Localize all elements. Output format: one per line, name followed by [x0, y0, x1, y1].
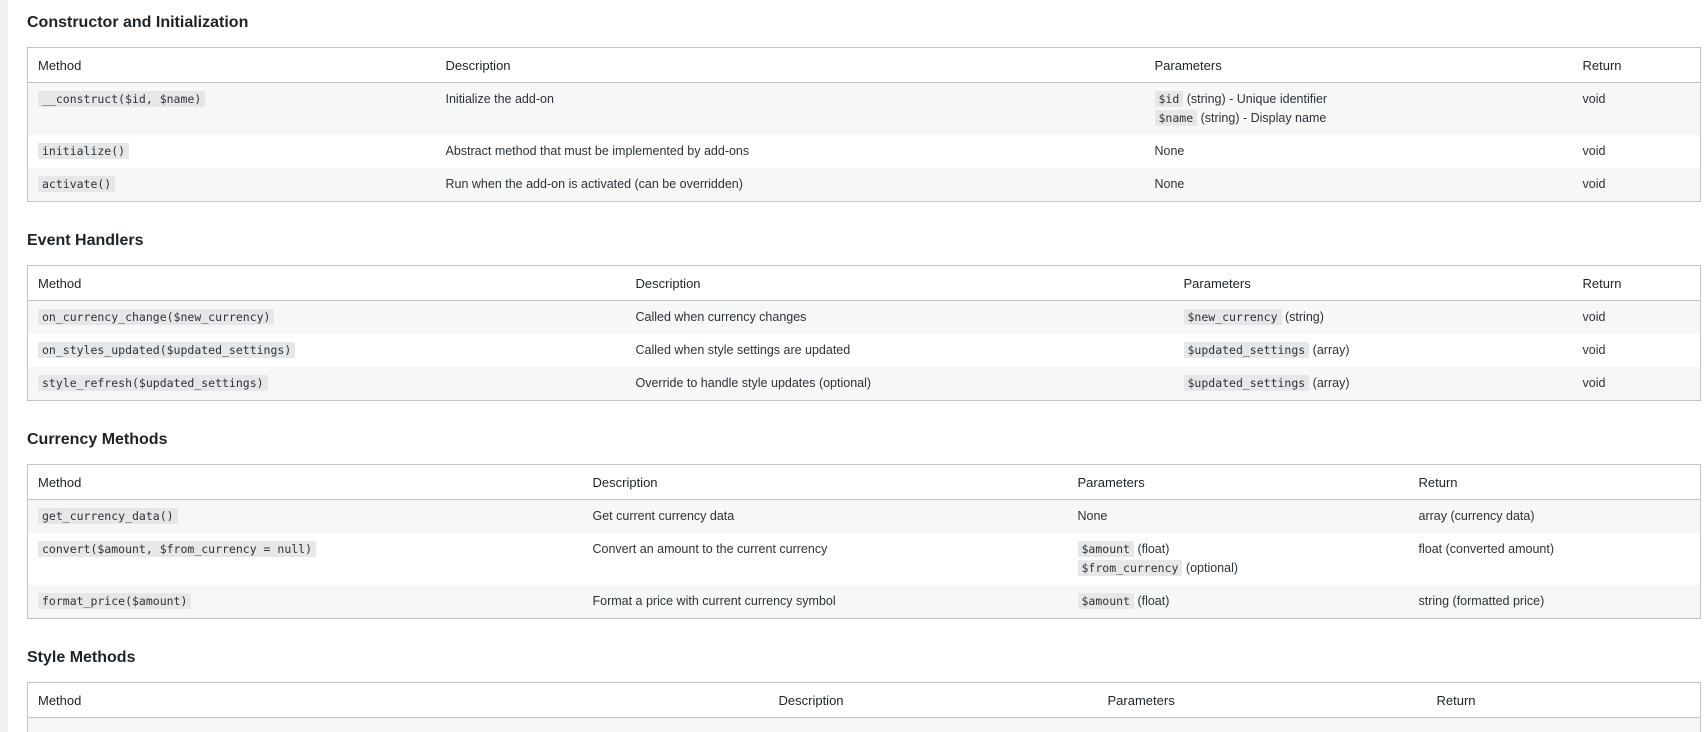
table-header-row	[28, 683, 1701, 718]
section-currency-methods	[27, 430, 1700, 619]
param-text: (string) - Unique identifier	[1183, 92, 1328, 106]
column-header-description: Description	[583, 465, 1068, 500]
method-cell	[28, 367, 626, 401]
column-header-method: Method	[28, 683, 769, 718]
return-cell: void	[1573, 135, 1701, 168]
column-header-parameters: Parameters	[1068, 465, 1409, 500]
section-title: Currency Methods	[27, 431, 168, 448]
param-text: (array)	[1309, 376, 1350, 390]
return-cell: void	[1573, 301, 1701, 335]
column-header-return: Return	[1573, 266, 1701, 301]
column-header-return: Return	[1573, 48, 1701, 83]
param-code: $amount	[1078, 541, 1134, 557]
return-cell: void	[1573, 334, 1701, 367]
method-cell	[28, 718, 769, 732]
param-text: (string)	[1281, 310, 1324, 324]
method-code: get_currency_data()	[38, 508, 178, 524]
method-code: style_refresh($updated_settings)	[38, 375, 268, 391]
param-text: (string) - Display name	[1197, 111, 1327, 125]
method-cell	[28, 585, 583, 619]
parameters-cell	[1068, 533, 1409, 585]
methods-table	[27, 47, 1701, 202]
method-code: __construct($id, $name)	[38, 91, 205, 107]
table-row	[28, 718, 1701, 732]
return-cell: void	[1573, 367, 1701, 401]
method-cell	[28, 533, 583, 585]
description-cell: Override to handle style updates (optional)	[626, 367, 1174, 401]
table-header-row	[28, 48, 1701, 83]
column-header-parameters: Parameters	[1174, 266, 1573, 301]
parameters-cell: None	[1145, 135, 1573, 168]
param-line	[1078, 559, 1399, 578]
column-header-return: Return	[1427, 683, 1701, 718]
description-cell: Format a price with current currency symbol	[583, 585, 1068, 619]
parameters-cell	[1145, 83, 1573, 136]
description-cell	[769, 718, 1098, 732]
table-row	[28, 135, 1701, 168]
parameters-cell	[1174, 301, 1573, 335]
table-row	[28, 83, 1701, 136]
methods-table	[27, 682, 1701, 732]
method-code: initialize()	[38, 143, 129, 159]
param-text: (array)	[1309, 343, 1350, 357]
column-header-parameters: Parameters	[1145, 48, 1573, 83]
param-code: $updated_settings	[1184, 342, 1310, 358]
param-line	[1155, 109, 1563, 128]
method-cell	[28, 334, 626, 367]
column-header-method: Method	[28, 48, 436, 83]
column-header-return: Return	[1409, 465, 1701, 500]
param-line	[1078, 540, 1399, 559]
section-title: Event Handlers	[27, 232, 144, 249]
description-cell: Convert an amount to the current currency	[583, 533, 1068, 585]
param-code: $new_currency	[1184, 309, 1282, 325]
parameters-cell	[1098, 718, 1427, 732]
table-header-row	[28, 465, 1701, 500]
table-row	[28, 301, 1701, 335]
param-code: $amount	[1078, 593, 1134, 609]
parameters-cell	[1068, 585, 1409, 619]
param-line	[1155, 90, 1563, 109]
section-title: Style Methods	[27, 649, 136, 666]
param-code: $name	[1155, 110, 1198, 126]
description-cell: Run when the add-on is activated (can be overridden)	[436, 168, 1145, 202]
return-cell: void	[1573, 168, 1701, 202]
table-row	[28, 500, 1701, 534]
methods-table	[27, 464, 1701, 619]
description-cell: Called when currency changes	[626, 301, 1174, 335]
column-header-description: Description	[436, 48, 1145, 83]
description-cell: Initialize the add-on	[436, 83, 1145, 136]
return-cell: array (currency data)	[1409, 500, 1701, 534]
param-code: $from_currency	[1078, 560, 1183, 576]
method-cell	[28, 135, 436, 168]
column-header-parameters: Parameters	[1098, 683, 1427, 718]
method-cell	[28, 500, 583, 534]
methods-table	[27, 265, 1701, 401]
table-row	[28, 533, 1701, 585]
description-cell: Abstract method that must be implemented by add-ons	[436, 135, 1145, 168]
description-cell: Called when style settings are updated	[626, 334, 1174, 367]
param-text: (float)	[1133, 594, 1170, 608]
table-header-row	[28, 266, 1701, 301]
method-code: on_currency_change($new_currency)	[38, 309, 274, 325]
description-cell: Get current currency data	[583, 500, 1068, 534]
section-event-handlers	[27, 231, 1700, 401]
return-cell: string (formatted price)	[1409, 585, 1701, 619]
param-code: $updated_settings	[1184, 375, 1310, 391]
column-header-method: Method	[28, 465, 583, 500]
section-constructor	[27, 13, 1700, 202]
return-cell: void	[1573, 83, 1701, 136]
parameters-cell: None	[1068, 500, 1409, 534]
param-text: (optional)	[1182, 561, 1239, 575]
method-cell	[28, 301, 626, 335]
method-code: convert($amount, $from_currency = null)	[38, 541, 316, 557]
method-code: activate()	[38, 176, 115, 192]
parameters-cell	[1174, 367, 1573, 401]
return-cell	[1427, 718, 1701, 732]
method-code: on_styles_updated($updated_settings)	[38, 342, 295, 358]
method-cell	[28, 83, 436, 136]
section-style-methods	[27, 648, 1700, 732]
table-row	[28, 367, 1701, 401]
return-cell: float (converted amount)	[1409, 533, 1701, 585]
param-text: (float)	[1133, 542, 1170, 556]
parameters-cell	[1174, 334, 1573, 367]
param-code: $id	[1155, 91, 1184, 107]
method-cell	[28, 168, 436, 202]
table-row	[28, 168, 1701, 202]
table-row	[28, 585, 1701, 619]
section-title: Constructor and Initialization	[27, 14, 249, 31]
parameters-cell: None	[1145, 168, 1573, 202]
table-row	[28, 334, 1701, 367]
method-code: format_price($amount)	[38, 593, 191, 609]
column-header-description: Description	[769, 683, 1098, 718]
documentation-page	[8, 0, 1705, 732]
column-header-description: Description	[626, 266, 1174, 301]
column-header-method: Method	[28, 266, 626, 301]
